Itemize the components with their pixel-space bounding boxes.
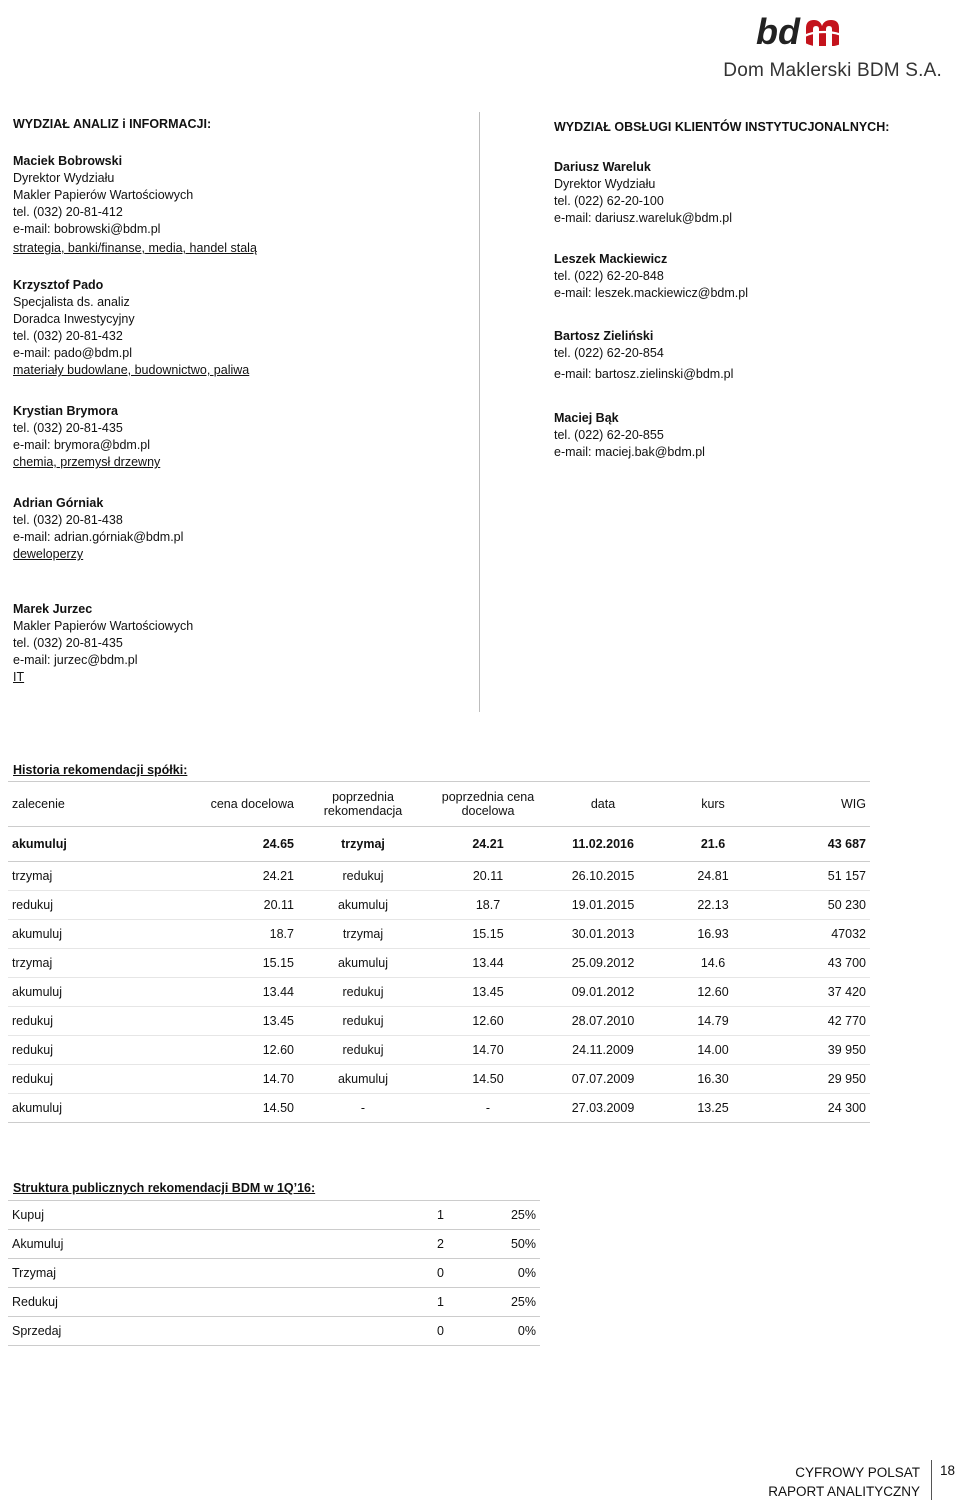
table-row [8,827,870,862]
table-cell: 12.60 [148,1036,298,1065]
table-cell: 50 230 [768,891,870,920]
table-cell: 20.11 [148,891,298,920]
contact-email[interactable]: e-mail: bobrowski@bdm.pl [13,222,161,236]
table-cell: 14.00 [658,1036,768,1065]
table-cell: 0% [448,1317,540,1346]
table-cell: 0 [388,1317,448,1346]
footer-report-type: RAPORT ANALITYCZNY [768,1484,920,1499]
table-cell: redukuj [8,1007,148,1036]
table-row [8,1201,540,1230]
contact-role: Makler Papierów Wartościowych [13,188,194,202]
table-cell: 37 420 [768,978,870,1007]
table-cell: 16.30 [658,1065,768,1094]
table-cell: 24.65 [148,827,298,862]
contact-phone: tel. (022) 62-20-848 [554,269,664,283]
table-cell: 07.07.2009 [548,1065,658,1094]
contact-sectors: materiały budowlane, budownictwo, paliwa [13,363,250,377]
table-cell: 0% [448,1259,540,1288]
table-cell: akumuluj [298,949,428,978]
contact-sectors: strategia, banki/finanse, media, handel stalą [13,241,257,255]
column-header: data [548,782,658,827]
contact-role: Dyrektor Wydziału [554,177,656,191]
table-cell: 30.01.2013 [548,920,658,949]
table-cell: 21.6 [658,827,768,862]
contact-role: Doradca Inwestycyjny [13,312,135,326]
table-row [8,978,870,1007]
contact-email[interactable]: e-mail: leszek.mackiewicz@bdm.pl [554,286,748,300]
contact-email[interactable]: e-mail: jurzec@bdm.pl [13,653,138,667]
contact-phone: tel. (022) 62-20-855 [554,428,664,442]
table-cell: redukuj [298,978,428,1007]
table-cell: 1 [388,1201,448,1230]
table-cell: 27.03.2009 [548,1094,658,1123]
column-header: zalecenie [8,782,148,827]
table-cell: 13.45 [428,978,548,1007]
contact-card [554,328,934,383]
table-cell: trzymaj [8,862,148,891]
table-row [8,920,870,949]
table-cell: redukuj [298,862,428,891]
analysis-department [13,116,473,686]
contact-sectors: deweloperzy [13,547,84,561]
contact-sectors: IT [13,670,25,684]
table-cell: 25% [448,1201,540,1230]
table-cell: 24.21 [428,827,548,862]
table-cell: 14.6 [658,949,768,978]
contact-name: Dariusz Wareluk [554,160,651,174]
contact-name: Adrian Górniak [13,496,104,510]
table-cell: 24.11.2009 [548,1036,658,1065]
contact-name: Bartosz Zieliński [554,329,654,343]
table-cell: 39 950 [768,1036,870,1065]
contact-card [13,403,473,471]
table-cell: 16.93 [658,920,768,949]
table-row [8,1230,540,1259]
table-cell: trzymaj [298,827,428,862]
bdm-logo [756,10,848,54]
table-cell: 13.44 [148,978,298,1007]
company-name: Dom Maklerski BDM S.A. [723,60,942,81]
column-header: cena docelowa [148,782,298,827]
contact-role: Specjalista ds. analiz [13,295,130,309]
contact-email[interactable]: e-mail: dariusz.wareluk@bdm.pl [554,211,733,225]
table-cell: 13.45 [148,1007,298,1036]
contact-phone: tel. (032) 20-81-438 [13,513,123,527]
table-cell: Redukuj [8,1288,388,1317]
table-cell: 26.10.2015 [548,862,658,891]
contact-card [554,251,934,302]
table-cell: redukuj [8,891,148,920]
contact-card [13,153,473,257]
table-row [8,1065,870,1094]
table-cell: 19.01.2015 [548,891,658,920]
table-cell: Trzymaj [8,1259,388,1288]
table-cell: 13.44 [428,949,548,978]
contact-phone: tel. (032) 20-81-435 [13,636,123,650]
table-cell: Sprzedaj [8,1317,388,1346]
table-cell: 25.09.2012 [548,949,658,978]
table-row [8,891,870,920]
table-cell: 18.7 [148,920,298,949]
table-cell: redukuj [8,1036,148,1065]
contact-card [13,277,473,379]
table-cell: 0 [388,1259,448,1288]
table-cell: akumuluj [8,827,148,862]
table-cell: akumuluj [8,1094,148,1123]
table-cell: 15.15 [428,920,548,949]
contact-card [13,495,473,563]
column-divider [479,112,480,712]
table-cell: 50% [448,1230,540,1259]
contact-name: Krzysztof Pado [13,278,104,292]
contact-phone: tel. (032) 20-81-412 [13,205,123,219]
table-cell: akumuluj [298,891,428,920]
table-cell: 15.15 [148,949,298,978]
table-cell: 22.13 [658,891,768,920]
contact-card [554,410,934,461]
table-cell: 47032 [768,920,870,949]
table-cell: 12.60 [428,1007,548,1036]
table-cell: 2 [388,1230,448,1259]
footer-report-info [768,1463,920,1501]
table-cell: trzymaj [298,920,428,949]
contact-phone: tel. (032) 20-81-432 [13,329,123,343]
contact-email[interactable]: e-mail: pado@bdm.pl [13,346,132,360]
table-cell: 11.02.2016 [548,827,658,862]
table-cell: 09.01.2012 [548,978,658,1007]
table-row [8,1317,540,1346]
column-header: poprzednia cena docelowa [428,782,548,827]
table-cell: redukuj [8,1065,148,1094]
table-cell: akumuluj [298,1065,428,1094]
table-cell: redukuj [298,1007,428,1036]
recommendation-structure-table [8,1200,540,1346]
contact-name: Leszek Mackiewicz [554,252,668,266]
table-cell: 14.70 [148,1065,298,1094]
column-header: kurs [658,782,768,827]
table-cell: 42 770 [768,1007,870,1036]
contact-phone: tel. (022) 62-20-854 [554,346,664,360]
contact-role: Makler Papierów Wartościowych [13,619,194,633]
table-cell: trzymaj [8,949,148,978]
footer-company-name: CYFROWY POLSAT [795,1465,920,1480]
table-cell: Akumuluj [8,1230,388,1259]
table-cell: akumuluj [8,920,148,949]
table-cell: 20.11 [428,862,548,891]
table-row [8,862,870,891]
table-cell: Kupuj [8,1201,388,1230]
table-cell: 14.79 [658,1007,768,1036]
history-title: Historia rekomendacji spółki: [13,763,188,777]
structure-title: Struktura publicznych rekomendacji BDM w 1Q’16: [13,1181,316,1195]
contact-email[interactable]: e-mail: adrian.górniak@bdm.pl [13,530,184,544]
contact-card [554,159,934,227]
column-header: poprzednia rekomendacja [298,782,428,827]
contact-name: Maciej Bąk [554,411,619,425]
contact-card [13,601,473,686]
contact-sectors: chemia, przemysł drzewny [13,455,161,469]
contact-email[interactable]: e-mail: maciej.bak@bdm.pl [554,445,705,459]
table-cell: 29 950 [768,1065,870,1094]
analysis-heading: WYDZIAŁ ANALIZ i INFORMACJI: [13,117,212,131]
contact-name: Maciek Bobrowski [13,154,123,168]
contact-email[interactable]: e-mail: brymora@bdm.pl [13,438,151,452]
contact-phone: tel. (032) 20-81-435 [13,421,123,435]
table-row [8,1036,870,1065]
column-header: WIG [768,782,870,827]
table-cell: 13.25 [658,1094,768,1123]
footer-separator [931,1460,932,1500]
contact-role: Dyrektor Wydziału [13,171,115,185]
table-cell: 18.7 [428,891,548,920]
table-cell: - [428,1094,548,1123]
table-cell: 24 300 [768,1094,870,1123]
table-cell: 24.81 [658,862,768,891]
table-cell: 28.07.2010 [548,1007,658,1036]
table-cell: redukuj [298,1036,428,1065]
recommendation-history-table [8,781,870,1123]
table-cell: - [298,1094,428,1123]
table-row [8,1259,540,1288]
table-cell: 43 700 [768,949,870,978]
contact-name: Krystian Brymora [13,404,118,418]
table-cell: 43 687 [768,827,870,862]
table-cell: 24.21 [148,862,298,891]
table-cell: 51 157 [768,862,870,891]
contact-phone: tel. (022) 62-20-100 [554,194,664,208]
table-cell: 1 [388,1288,448,1317]
table-header-row [8,782,870,827]
contact-name: Marek Jurzec [13,602,93,616]
page-number: 18 [940,1463,956,1478]
institutional-heading: WYDZIAŁ OBSŁUGI KLIENTÓW INSTYTUCJONALNYCH: [554,120,890,134]
table-cell: 14.50 [428,1065,548,1094]
table-cell: 14.50 [148,1094,298,1123]
table-row [8,1288,540,1317]
logo-bd-letters: bd [756,11,800,52]
table-cell: 14.70 [428,1036,548,1065]
table-row [8,949,870,978]
table-cell: 25% [448,1288,540,1317]
table-row [8,1007,870,1036]
table-cell: 12.60 [658,978,768,1007]
table-cell: akumuluj [8,978,148,1007]
institutional-clients-department [554,116,934,461]
contact-email[interactable]: e-mail: bartosz.zielinski@bdm.pl [554,367,734,381]
table-row [8,1094,870,1123]
